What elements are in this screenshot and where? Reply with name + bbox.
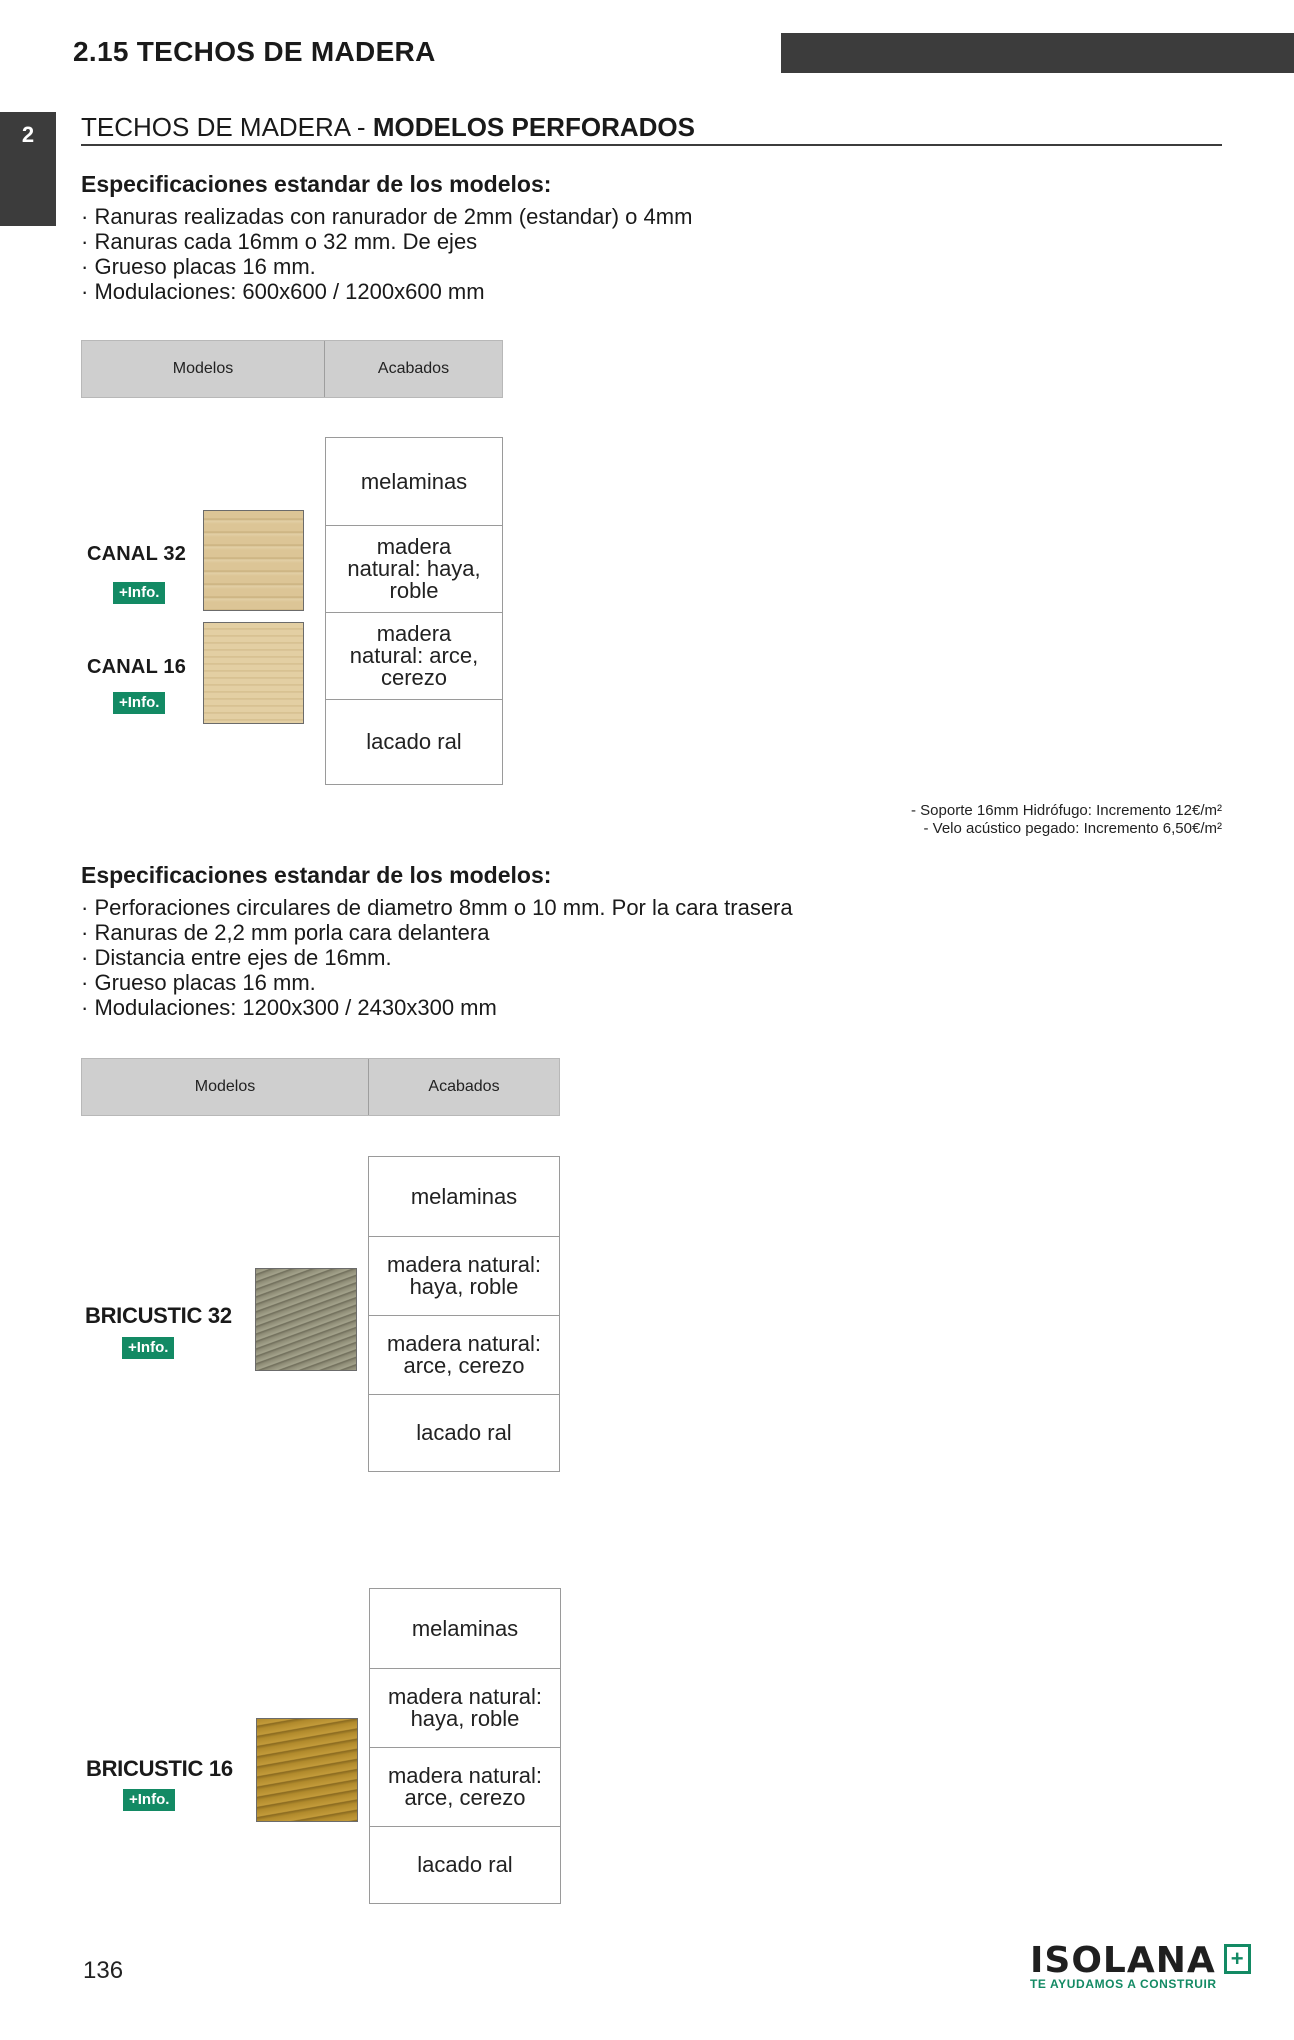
info-button-bricustic-32[interactable]: +Info.: [122, 1337, 174, 1359]
finishes-column: [369, 1588, 561, 1904]
page-subtitle: [81, 112, 695, 143]
spec-item: · Modulaciones: 600x600 / 1200x600 mm: [81, 279, 692, 304]
finish-haya-roble: madera natural: haya, roble: [326, 525, 502, 612]
finish-haya-roble: madera natural: haya, roble: [369, 1236, 559, 1315]
isolana-logo: [1030, 1940, 1251, 1991]
spec-item: · Grueso placas 16 mm.: [81, 254, 692, 279]
page-number: 136: [83, 1957, 124, 1984]
subtitle-rule: [81, 144, 1222, 146]
finish-melaminas: melaminas: [411, 1615, 519, 1641]
spec-item: · Modulaciones: 1200x300 / 2430x300 mm: [81, 995, 793, 1020]
model-name-bricustic-16: BRICUSTIC 16: [86, 1756, 233, 1781]
column-models: Modelos: [194, 1078, 256, 1095]
table-header: [81, 1058, 560, 1116]
table-header: [81, 340, 503, 398]
model-name-bricustic-32: BRICUSTIC 32: [85, 1303, 232, 1328]
finishes-column: [368, 1156, 560, 1472]
logo-plus-icon: +: [1224, 1944, 1251, 1974]
spec-list: [81, 895, 793, 1020]
section-title: 2.15 TECHOS DE MADERA: [73, 36, 436, 67]
swatch-bricustic-32: [255, 1268, 357, 1371]
logo-tagline: TE AYUDAMOS A CONSTRUIR: [1030, 1977, 1217, 1991]
spec-item: · Grueso placas 16 mm.: [81, 970, 793, 995]
spec-item: · Ranuras de 2,2 mm porla cara delantera: [81, 920, 793, 945]
finish-melaminas: melaminas: [360, 468, 468, 494]
spec-heading: Especificaciones estandar de los modelos:: [81, 862, 552, 888]
spec-item: · Perforaciones circulares de diametro 8mm o 10 mm. Por la cara trasera: [81, 895, 793, 920]
logo-word: ISOLANA: [1030, 1940, 1216, 1981]
spec-heading: Especificaciones estandar de los modelos:: [81, 171, 552, 197]
spec-block-2: [81, 862, 793, 1020]
chapter-number: 2: [21, 122, 35, 147]
finish-arce-cerezo: madera natural: arce, cerezo: [370, 1747, 560, 1826]
finish-arce-cerezo: madera natural: arce, cerezo: [326, 612, 502, 699]
spec-item: · Ranuras cada 16mm o 32 mm. De ejes: [81, 229, 692, 254]
finishes-column: [325, 437, 503, 785]
subtitle-plain: TECHOS DE MADERA -: [81, 112, 373, 142]
spec-item: · Distancia entre ejes de 16mm.: [81, 945, 793, 970]
spec-list: [81, 204, 692, 304]
column-finishes: Acabados: [324, 341, 502, 397]
swatch-canal-32: [203, 510, 304, 611]
finish-arce-cerezo: madera natural: arce, cerezo: [369, 1315, 559, 1394]
notes: [911, 802, 1222, 838]
info-button-canal-32[interactable]: +Info.: [113, 582, 165, 604]
finish-haya-roble: madera natural: haya, roble: [370, 1668, 560, 1747]
subtitle-bold: MODELOS PERFORADOS: [372, 112, 695, 142]
finish-lacado-ral: lacado ral: [370, 1826, 560, 1903]
swatch-bricustic-16: [256, 1718, 358, 1822]
column-models: Modelos: [172, 360, 234, 377]
finish-lacado-ral: lacado ral: [369, 1394, 559, 1471]
spec-block-1: [81, 171, 692, 304]
model-name-canal-16: CANAL 16: [87, 656, 187, 678]
note-hidrofugo: - Soporte 16mm Hidrófugo: Incremento 12€/m²: [911, 802, 1222, 819]
column-finishes: Acabados: [368, 1059, 559, 1115]
swatch-canal-16: [203, 622, 304, 724]
header-bar: [781, 33, 1294, 73]
finish-melaminas: melaminas: [410, 1183, 518, 1209]
info-button-bricustic-16[interactable]: +Info.: [123, 1789, 175, 1811]
finish-lacado-ral: lacado ral: [326, 699, 502, 784]
spec-item: · Ranuras realizadas con ranurador de 2mm (estandar) o 4mm: [81, 204, 692, 229]
info-button-canal-16[interactable]: +Info.: [113, 692, 165, 714]
note-velo: - Velo acústico pegado: Incremento 6,50€/m²: [923, 820, 1222, 837]
model-name-canal-32: CANAL 32: [87, 543, 187, 565]
